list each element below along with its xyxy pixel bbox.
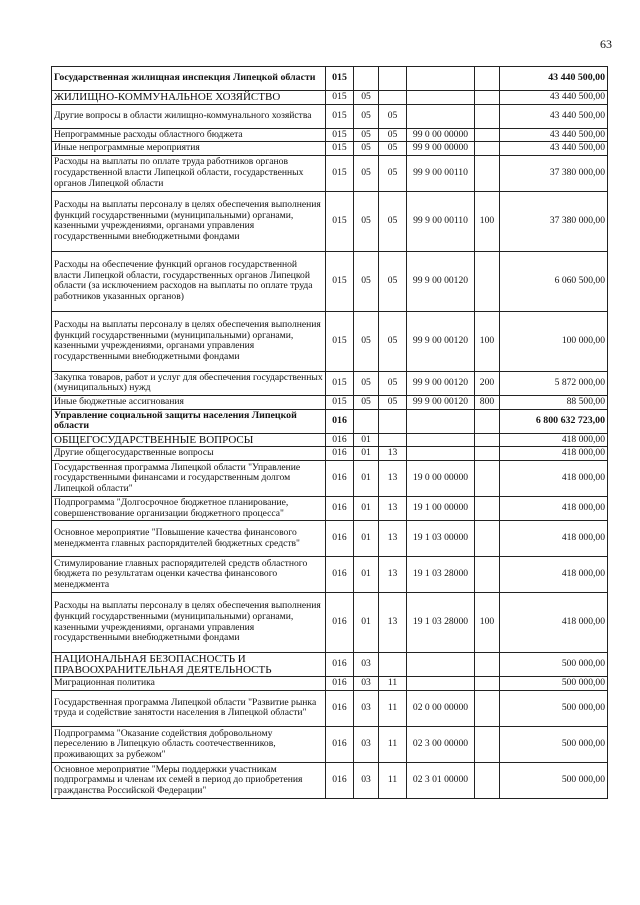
section-code: 05 [354,371,379,395]
amount-value: 6 800 632 723,00 [500,409,608,433]
department-code: 015 [326,311,354,371]
department-code: 016 [326,653,354,677]
expense-type-code [475,409,500,433]
table-row [52,191,608,251]
expense-type-code: 100 [475,593,500,653]
subsection-code: 11 [379,677,407,691]
target-article-code: 99 9 00 00110 [407,155,475,191]
department-code: 016 [326,762,354,798]
expense-type-code: 100 [475,191,500,251]
subsection-code: 13 [379,593,407,653]
table-row [52,557,608,593]
department-code: 016 [326,447,354,461]
target-article-code [407,433,475,447]
target-article-code: 99 9 00 00120 [407,395,475,409]
subsection-code: 05 [379,128,407,142]
table-row [52,762,608,798]
target-article-code [407,447,475,461]
amount-value: 418 000,00 [500,496,608,520]
expense-type-code [475,433,500,447]
amount-value: 6 060 500,00 [500,251,608,311]
section-code: 01 [354,460,379,496]
table-row [52,726,608,762]
section-code [354,409,379,433]
budget-item-name: Расходы на обеспечение функций органов государственной власти Липецкой области, государственных органов Липецкой области (за исключением расходов на выплаты по оплате труда работников указанных органов) [52,251,326,311]
department-code: 015 [326,251,354,311]
subsection-code: 11 [379,726,407,762]
expense-type-code [475,496,500,520]
table-row [52,251,608,311]
section-code: 03 [354,762,379,798]
budget-item-name: Стимулирование главных распорядителей средств областного бюджета по результатам оценки качества финансового менеджмента [52,557,326,593]
budget-item-name: Подпрограмма "Оказание содействия добровольному переселению в Липецкую область соотечественников, проживающих за рубежом" [52,726,326,762]
table-row [52,409,608,433]
expense-type-code [475,653,500,677]
table-row [52,67,608,91]
table-row [52,155,608,191]
subsection-code [379,91,407,105]
section-code: 05 [354,251,379,311]
target-article-code [407,104,475,128]
budget-item-name: Государственная жилищная инспекция Липецкой области [52,67,326,91]
subsection-code: 13 [379,557,407,593]
department-code: 015 [326,91,354,105]
amount-value: 5 872 000,00 [500,371,608,395]
department-code: 015 [326,371,354,395]
target-article-code: 19 1 03 28000 [407,593,475,653]
table-row [52,653,608,677]
table-row [52,447,608,461]
target-article-code: 99 9 00 00110 [407,191,475,251]
department-code: 015 [326,142,354,156]
section-code: 03 [354,653,379,677]
subsection-code: 05 [379,155,407,191]
target-article-code [407,653,475,677]
target-article-code [407,67,475,91]
target-article-code: 99 9 00 00120 [407,371,475,395]
expense-type-code [475,677,500,691]
target-article-code: 99 9 00 00000 [407,142,475,156]
target-article-code: 02 0 00 00000 [407,690,475,726]
table-row [52,677,608,691]
section-code: 05 [354,128,379,142]
expense-type-code [475,91,500,105]
budget-item-name: Государственная программа Липецкой области "Развитие рынка труда и содействие занятости населения в Липецкой области" [52,690,326,726]
expense-type-code [475,460,500,496]
department-code: 015 [326,191,354,251]
budget-item-name: Подпрограмма "Долгосрочное бюджетное планирование, совершенствование организации бюджетного процесса" [52,496,326,520]
amount-value: 37 380 000,00 [500,155,608,191]
expense-type-code [475,251,500,311]
budget-item-name: ЖИЛИЩНО-КОММУНАЛЬНОЕ ХОЗЯЙСТВО [52,91,326,105]
table-row [52,433,608,447]
budget-table [51,66,608,799]
budget-item-name: Непрограммные расходы областного бюджета [52,128,326,142]
subsection-code: 05 [379,191,407,251]
table-row [52,460,608,496]
amount-value: 418 000,00 [500,433,608,447]
expense-type-code [475,142,500,156]
section-code: 01 [354,447,379,461]
target-article-code [407,91,475,105]
budget-item-name: НАЦИОНАЛЬНАЯ БЕЗОПАСНОСТЬ И ПРАВООХРАНИТЕЛЬНАЯ ДЕЯТЕЛЬНОСТЬ [52,653,326,677]
subsection-code: 05 [379,104,407,128]
budget-table-body [52,67,608,799]
department-code: 016 [326,409,354,433]
subsection-code [379,67,407,91]
table-row [52,521,608,557]
expense-type-code: 100 [475,311,500,371]
amount-value: 418 000,00 [500,593,608,653]
department-code: 015 [326,104,354,128]
target-article-code: 02 3 01 00000 [407,762,475,798]
budget-item-name: Расходы на выплаты персоналу в целях обеспечения выполнения функций государственными (муниципальными) органами, казенными учреждениями, органами управления государственными внебюджетными фондами [52,593,326,653]
expense-type-code: 800 [475,395,500,409]
table-row [52,104,608,128]
section-code: 05 [354,91,379,105]
budget-item-name: Расходы на выплаты персоналу в целях обеспечения выполнения функций государственными (муниципальными) органами, казенными учреждениями, органами управления государственными внебюджетными фондами [52,191,326,251]
subsection-code: 05 [379,311,407,371]
target-article-code: 19 1 00 00000 [407,496,475,520]
table-row [52,311,608,371]
target-article-code: 19 1 03 28000 [407,557,475,593]
section-code [354,67,379,91]
subsection-code: 05 [379,251,407,311]
amount-value: 43 440 500,00 [500,91,608,105]
budget-item-name: Основное мероприятие "Повышение качества финансового менеджмента главных распорядителей бюджетных средств" [52,521,326,557]
expense-type-code: 200 [475,371,500,395]
amount-value: 500 000,00 [500,726,608,762]
department-code: 016 [326,521,354,557]
budget-item-name: Управление социальной защиты населения Липецкой области [52,409,326,433]
section-code: 03 [354,677,379,691]
subsection-code: 13 [379,496,407,520]
table-row [52,593,608,653]
expense-type-code [475,690,500,726]
budget-item-name: Расходы на выплаты по оплате труда работников органов государственной власти Липецкой области, государственных органов Липецкой области [52,155,326,191]
subsection-code: 13 [379,460,407,496]
amount-value: 418 000,00 [500,521,608,557]
amount-value: 43 440 500,00 [500,104,608,128]
page-number: 63 [600,37,612,51]
subsection-code: 13 [379,447,407,461]
department-code: 015 [326,67,354,91]
expense-type-code [475,726,500,762]
budget-item-name: Иные непрограммные мероприятия [52,142,326,156]
subsection-code: 11 [379,762,407,798]
table-row [52,142,608,156]
department-code: 016 [326,460,354,496]
table-row [52,91,608,105]
department-code: 015 [326,155,354,191]
amount-value: 37 380 000,00 [500,191,608,251]
section-code: 01 [354,433,379,447]
target-article-code: 19 1 03 00000 [407,521,475,557]
subsection-code: 13 [379,521,407,557]
budget-item-name: Закупка товаров, работ и услуг для обеспечения государственных (муниципальных) нужд [52,371,326,395]
department-code: 015 [326,395,354,409]
amount-value: 500 000,00 [500,653,608,677]
table-row [52,690,608,726]
section-code: 05 [354,142,379,156]
budget-item-name: Расходы на выплаты персоналу в целях обеспечения выполнения функций государственными (муниципальными) органами, казенными учреждениями, органами управления государственными внебюджетными фондами [52,311,326,371]
section-code: 05 [354,104,379,128]
expense-type-code [475,104,500,128]
section-code: 05 [354,191,379,251]
expense-type-code [475,521,500,557]
expense-type-code [475,557,500,593]
subsection-code: 05 [379,142,407,156]
amount-value: 500 000,00 [500,677,608,691]
expense-type-code [475,67,500,91]
amount-value: 43 440 500,00 [500,67,608,91]
budget-item-name: Государственная программа Липецкой области "Управление государственными финансами и государственным долгом Липецкой области" [52,460,326,496]
subsection-code [379,433,407,447]
table-row [52,395,608,409]
amount-value: 418 000,00 [500,557,608,593]
department-code: 016 [326,726,354,762]
department-code: 015 [326,128,354,142]
amount-value: 500 000,00 [500,762,608,798]
section-code: 05 [354,395,379,409]
target-article-code: 19 0 00 00000 [407,460,475,496]
department-code: 016 [326,677,354,691]
target-article-code: 02 3 00 00000 [407,726,475,762]
section-code: 05 [354,311,379,371]
department-code: 016 [326,433,354,447]
table-row [52,371,608,395]
section-code: 01 [354,521,379,557]
budget-item-name: Миграционная политика [52,677,326,691]
amount-value: 88 500,00 [500,395,608,409]
budget-item-name: ОБЩЕГОСУДАРСТВЕННЫЕ ВОПРОСЫ [52,433,326,447]
amount-value: 43 440 500,00 [500,128,608,142]
target-article-code: 99 9 00 00120 [407,251,475,311]
table-row [52,128,608,142]
section-code: 03 [354,690,379,726]
department-code: 016 [326,496,354,520]
section-code: 01 [354,557,379,593]
amount-value: 500 000,00 [500,690,608,726]
section-code: 01 [354,593,379,653]
amount-value: 100 000,00 [500,311,608,371]
amount-value: 418 000,00 [500,460,608,496]
budget-item-name: Другие общегосударственные вопросы [52,447,326,461]
budget-item-name: Другие вопросы в области жилищно-коммунального хозяйства [52,104,326,128]
table-row [52,496,608,520]
section-code: 05 [354,155,379,191]
target-article-code: 99 9 00 00120 [407,311,475,371]
budget-item-name: Иные бюджетные ассигнования [52,395,326,409]
subsection-code [379,653,407,677]
subsection-code [379,409,407,433]
section-code: 01 [354,496,379,520]
target-article-code [407,409,475,433]
department-code: 016 [326,593,354,653]
department-code: 016 [326,690,354,726]
target-article-code: 99 0 00 00000 [407,128,475,142]
subsection-code: 11 [379,690,407,726]
department-code: 016 [326,557,354,593]
section-code: 03 [354,726,379,762]
amount-value: 43 440 500,00 [500,142,608,156]
expense-type-code [475,762,500,798]
budget-item-name: Основное мероприятие "Меры поддержки участникам подпрограммы и членам их семей в период до приобретения гражданства Российской Федерации" [52,762,326,798]
expense-type-code [475,128,500,142]
target-article-code [407,677,475,691]
subsection-code: 05 [379,395,407,409]
amount-value: 418 000,00 [500,447,608,461]
expense-type-code [475,447,500,461]
expense-type-code [475,155,500,191]
subsection-code: 05 [379,371,407,395]
